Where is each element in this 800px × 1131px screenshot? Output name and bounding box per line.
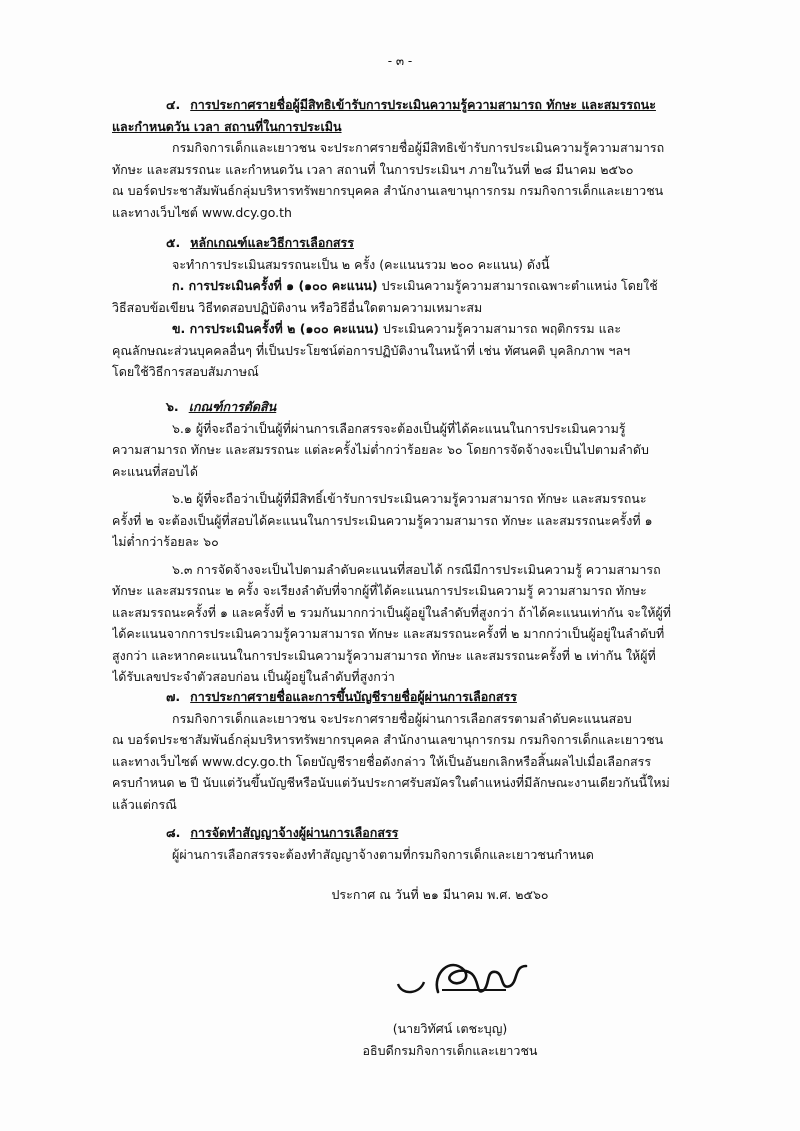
signature xyxy=(380,944,560,1014)
signature-image xyxy=(380,944,560,1014)
section-6 xyxy=(112,396,718,688)
page-number: - ๓ - xyxy=(387,54,413,68)
section-4 xyxy=(112,94,718,223)
section-5-item-b-line3: โดยใช้วิธีการสอบสัมภาษณ์ xyxy=(112,364,259,379)
section-5-item-a xyxy=(112,275,718,297)
section-5 xyxy=(112,232,718,383)
signer-name: (นายวิทัศน์ เตชะบุญ) xyxy=(392,1021,508,1036)
section-7-line: แล้วแต่กรณี xyxy=(112,796,177,812)
section-8-heading xyxy=(112,822,718,844)
section-4-heading xyxy=(112,94,718,116)
signer-title: อธิบดีกรมกิจการเด็กและเยาวชน xyxy=(362,1043,538,1058)
section-6-p3-line: ๖.๓ การจัดจ้างจะเป็นไปตามลำดับคะแนนที่สอบได้ กรณีมีการประเมินความรู้ ความสามารถ xyxy=(172,561,661,577)
section-5-number: ๕. xyxy=(166,235,181,250)
section-5-item-b-line2: คุณลักษณะส่วนบุคคลอื่นๆ ที่เป็นประโยชน์ต่อการปฏิบัติงานในหน้าที่ เช่น ทัศนคติ บุคลิกภาพ ฯลฯ xyxy=(112,342,631,358)
section-6-p3-line: และสมรรถนะครั้งที่ ๑ และครั้งที่ ๒ รวมกันมากกว่าเป็นผู้อยู่ในลำดับที่สูงกว่า ถ้าได้คะแนนเท่ากัน จะให้ผู้ที่ xyxy=(112,604,672,620)
announcement-date: ประกาศ ณ วันที่ ๒๑ มีนาคม พ.ศ. ๒๕๖๐ xyxy=(331,887,549,902)
section-7-line: กรมกิจการเด็กและเยาวชน จะประกาศรายชื่อผู้ผ่านการเลือกสรรตามลำดับคะแนนสอบ xyxy=(172,710,632,726)
section-5-intro: จะทำการประเมินสมรรถนะเป็น ๒ ครั้ง (คะแนนรวม ๒๐๐ คะแนน) ดังนี้ xyxy=(172,256,550,272)
section-6-p2-line: ครั้งที่ ๒ จะต้องเป็นผู้ที่สอบได้คะแนนในการประเมินความรู้ความสามารถ ทักษะ และสมรรถนะครั้งที่ ๑ xyxy=(112,512,653,528)
section-6-heading xyxy=(112,396,718,418)
section-6-p1-line: ความสามารถ ทักษะ และสมรรถนะ แต่ละครั้งไม่ต่ำกว่าร้อยละ ๖๐ โดยการจัดจ้างจะเป็นไปตามลำดับ xyxy=(112,442,649,457)
section-5-heading xyxy=(112,232,718,254)
section-4-number: ๔. xyxy=(166,97,181,112)
section-5-item-a-text: ประเมินความรู้ความสามารถเฉพาะตำแหน่ง โดยใช้ xyxy=(377,278,658,293)
section-6-p1-line: คะแนนที่สอบได้ xyxy=(112,463,198,479)
section-5-item-a-line2: วิธีสอบข้อเขียน วิธีทดสอบปฏิบัติงาน หรือวิธีอื่นใดตามความเหมาะสม xyxy=(112,299,483,315)
section-5-item-a-label: ก. การประเมินครั้งที่ ๑ (๑๐๐ คะแนน) xyxy=(172,278,378,293)
section-7-line: และทางเว็บไซต์ www.dcy.go.th โดยบัญชีรายชื่อดังกล่าว ให้เป็นอันยกเลิกหรือสิ้นผลไปเมื่อเลือกสรร xyxy=(112,753,652,769)
section-6-p3-line: ทักษะ และสมรรถนะ ๒ ครั้ง จะเรียงลำดับที่จากผู้ที่ได้คะแนนการประเมินความรู้ ความสามารถ ทักษะ xyxy=(112,583,647,598)
section-6-p2-line: ไม่ต่ำกว่าร้อยละ ๖๐ xyxy=(112,534,219,549)
section-5-item-b xyxy=(112,318,718,340)
section-6-p3-line: ได้รับเลขประจำตัวสอบก่อน เป็นผู้อยู่ในลำดับที่สูงกว่า xyxy=(112,669,395,684)
section-4-line: และทางเว็บไซต์ www.dcy.go.th xyxy=(112,204,292,220)
section-7-heading xyxy=(112,686,718,708)
section-6-p3-line: ได้คะแนนจากการประเมินความรู้ความสามารถ ทักษะ และสมรรถนะครั้งที่ ๒ มากกว่าเป็นผู้อยู่ในลำดับที่ xyxy=(112,626,665,641)
section-5-item-b-label: ข. การประเมินครั้งที่ ๒ (๑๐๐ คะแนน) xyxy=(172,321,379,336)
section-4-line: ทักษะ และสมรรถนะ และกำหนดวัน เวลา สถานที่ ในการประเมินฯ ภายในวันที่ ๒๘ มีนาคม ๒๕๖๐ xyxy=(112,161,634,177)
section-7-line: ณ บอร์ดประชาสัมพันธ์กลุ่มบริหารทรัพยากรบุคคล สำนักงานเลขานุการกรม กรมกิจการเด็กและเยาวชน xyxy=(112,732,664,747)
section-6-title: เกณฑ์การตัดสิน xyxy=(188,399,277,414)
section-6-number: ๖. xyxy=(166,399,179,414)
section-6-p3-line: สูงกว่า และหากคะแนนในการประเมินความรู้ความสามารถ ทักษะ และสมรรถนะครั้งที่ ๒ เท่ากัน ให้ผู้ที่ xyxy=(112,647,656,663)
section-7-number: ๗. xyxy=(166,689,181,704)
section-8-title: การจัดทำสัญญาจ้างผู้ผ่านการเลือกสรร xyxy=(190,825,399,840)
section-8 xyxy=(112,822,718,865)
section-4-line: กรมกิจการเด็กและเยาวชน จะประกาศรายชื่อผู้มีสิทธิเข้ารับการประเมินความรู้ความสามารถ xyxy=(172,140,665,155)
section-7 xyxy=(112,686,718,815)
section-4-line: ณ บอร์ดประชาสัมพันธ์กลุ่มบริหารทรัพยากรบุคคล สำนักงานเลขานุการกรม กรมกิจการเด็กและเยาวชน xyxy=(112,183,664,198)
section-8-line: ผู้ผ่านการเลือกสรรจะต้องทำสัญญาจ้างตามที่กรมกิจการเด็กและเยาวชนกำหนด xyxy=(172,846,594,862)
section-6-p1-line: ๖.๑ ผู้ที่จะถือว่าเป็นผู้ที่ผ่านการเลือกสรรจะต้องเป็นผู้ที่ได้คะแนนในการประเมินความรู้ xyxy=(172,420,626,436)
section-5-item-b-text: ประเมินความรู้ความสามารถ พฤติกรรม และ xyxy=(378,321,622,336)
section-6-p2-line: ๖.๒ ผู้ที่จะถือว่าเป็นผู้ที่มีสิทธิ์เข้ารับการประเมินความรู้ความสามารถ ทักษะ และสมรรถนะ xyxy=(172,491,647,506)
section-8-number: ๘. xyxy=(166,825,181,840)
section-5-title: หลักเกณฑ์และวิธีการเลือกสรร xyxy=(190,235,354,250)
section-7-title: การประกาศรายชื่อและการขึ้นบัญชีรายชื่อผู้ผ่านการเลือกสรร xyxy=(190,689,517,704)
section-7-line: ครบกำหนด ๒ ปี นับแต่วันขึ้นบัญชีหรือนับแต่วันประกาศรับสมัครในตำแหน่งที่มีลักษณะงานเดียวกันนี้ใหม่ xyxy=(112,775,670,790)
section-4-title-line2: และกำหนดวัน เวลา สถานที่ในการประเมิน xyxy=(112,118,342,134)
section-4-title-line1: การประกาศรายชื่อผู้มีสิทธิเข้ารับการประเมินความรู้ความสามารถ ทักษะ และสมรรถนะ xyxy=(190,97,656,112)
